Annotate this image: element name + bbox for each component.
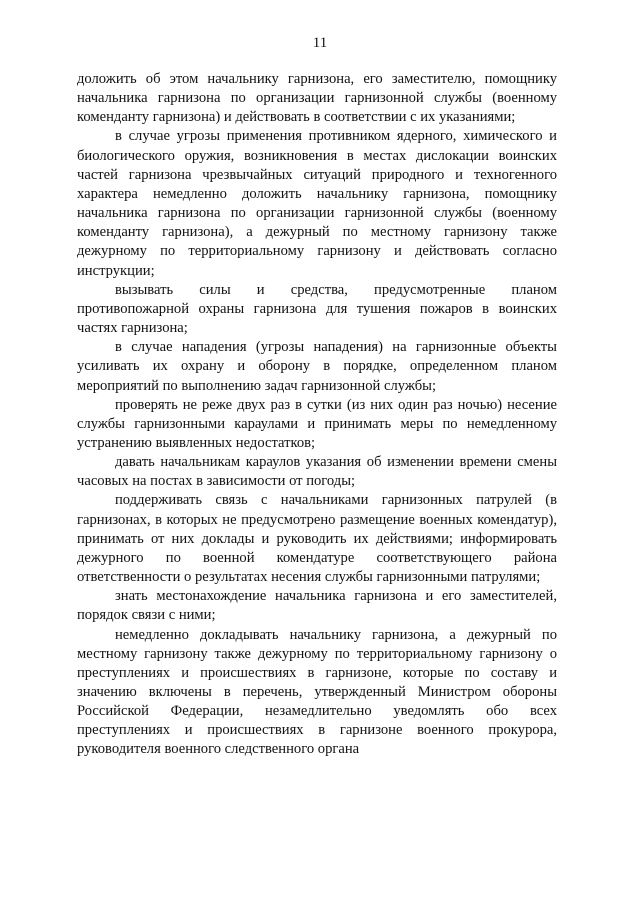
document-body	[77, 70, 557, 760]
paragraph-9: немедленно докладывать начальнику гарнизона, а дежурный по местному гарнизону также дежурному по территориальному гарнизону о преступлениях и происшествиях в гарнизоне, которые по составу и значению включены в перечень, утвержденный Министром обороны Российской Федерации, незамедлительно уведомлять обо всех преступлениях и происшествиях в гарнизоне военного прокурора, руководителя военного следственного органа	[77, 626, 557, 758]
paragraph-7: поддерживать связь с начальниками гарнизонных патрулей (в гарнизонах, в которых не предусмотрено размещение военных комендатур), принимать от них доклады и руководить их действиями; информировать дежурного по военной комендатуре соответствующего района ответственности о результатах несения службы гарнизонными патрулями;	[77, 492, 557, 586]
paragraph-2: в случае угрозы применения противником ядерного, химического и биологического оружия, возникновения в местах дислокации воинских частей гарнизона чрезвычайных ситуаций природного и техногенного характера немедленно доложить начальнику гарнизона, помощнику начальника гарнизона по организации гарнизонной службы (военному коменданту гарнизона), а дежурный по местному гарнизону также дежурному по территориальному гарнизону и действовать согласно инструкции;	[77, 128, 557, 279]
page-number: 11	[312, 35, 328, 51]
paragraph-6: давать начальникам караулов указания об изменении времени смены часовых на постах в зависимости от погоды;	[77, 454, 557, 490]
paragraph-3: вызывать силы и средства, предусмотренные планом противопожарной охраны гарнизона для тушения пожаров в воинских частях гарнизона;	[77, 281, 557, 337]
paragraph-8: знать местонахождение начальника гарнизона и его заместителей, порядок связи с ними;	[77, 588, 557, 624]
paragraph-1: доложить об этом начальнику гарнизона, его заместителю, помощнику начальника гарнизона по организации гарнизонной службы (военному коменданту гарнизона) и действовать в соответствии с их указаниями;	[77, 71, 557, 126]
paragraph-4: в случае нападения (угрозы нападения) на гарнизонные объекты усиливать их охрану и оборону в порядке, определенном планом мероприятий по выполнению задач гарнизонной службы;	[77, 339, 557, 394]
paragraph-5: проверять не реже двух раз в сутки (из них один раз ночью) несение службы гарнизонными караулами и принимать меры по немедленному устранению выявленных недостатков;	[77, 396, 557, 451]
